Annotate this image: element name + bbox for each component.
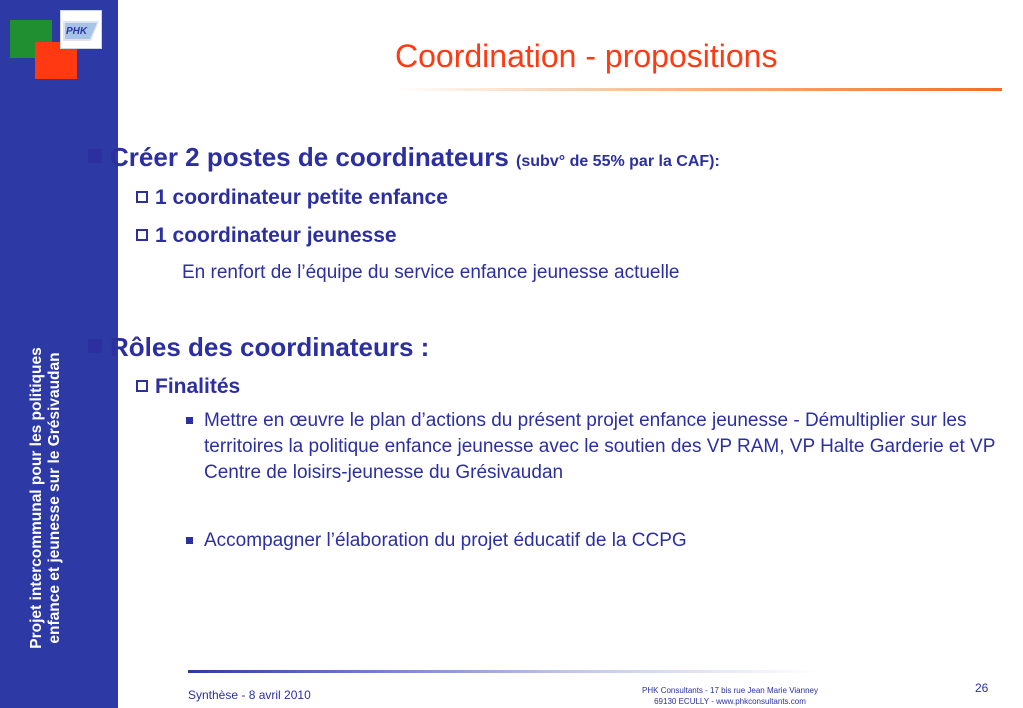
page-number: 26: [975, 681, 989, 695]
slide-title: Coordination - propositions: [395, 38, 778, 74]
section-2-point-2-text: Accompagner l’élaboration du projet éducatif de la CCPG: [204, 530, 687, 551]
square-bullet-icon: [88, 149, 102, 163]
small-square-bullet-icon: [186, 537, 193, 544]
section-2-heading-text: Rôles des coordinateurs :: [110, 332, 430, 362]
footer-address-line-2: 69130 ECULLY - www.phkconsultants.com: [654, 697, 806, 706]
section-2-point-1-text: Mettre en œuvre le plan d’actions du présent projet enfance jeunesse - Démultiplier sur les territoires la politique enfance jeunesse avec le soutien des VP RAM, VP Halte Garderie et VP Centre de loisirs-jeunesse du Grésivaudan: [204, 410, 996, 483]
phk-logo-icon: [61, 11, 101, 48]
small-square-bullet-icon: [186, 417, 193, 424]
section-2-heading: [88, 332, 429, 363]
section-2-subheading-text: Finalités: [155, 375, 241, 398]
footer-address-line-1: PHK Consultants - 17 bis rue Jean Marie Vianney: [642, 686, 818, 695]
section-1-heading: [88, 142, 720, 173]
section-1-item-2: [136, 224, 397, 248]
section-2-subheading: [136, 375, 240, 399]
section-1-item-2-text: 1 coordinateur jeunesse: [155, 224, 397, 247]
section-1-item-1-text: 1 coordinateur petite enfance: [155, 186, 448, 209]
section-1-note: (subv° de 55% par la CAF):: [516, 153, 720, 170]
section-1-item-1: [136, 186, 448, 210]
hollow-square-bullet-icon: [136, 229, 148, 241]
section-2-point-1: [186, 408, 1004, 486]
footer-rule: [188, 670, 818, 673]
phk-logo: [60, 10, 102, 49]
sidebar-title-line-2: enfance et jeunesse sur le Grésivaudan: [46, 352, 63, 644]
logo-text: PHK: [66, 26, 88, 37]
footer-address: [640, 685, 820, 707]
hollow-square-bullet-icon: [136, 380, 148, 392]
footer-date: Synthèse - 8 avril 2010: [188, 688, 311, 702]
section-1-heading-text: Créer 2 postes de coordinateurs: [110, 142, 509, 172]
square-bullet-icon: [88, 339, 102, 353]
section-1-detail: En renfort de l’équipe du service enfance jeunesse actuelle: [182, 262, 680, 283]
sidebar-title-line-1: Projet intercommunal pour les politiques: [28, 347, 45, 649]
sidebar-vertical-title: [28, 318, 64, 678]
title-underline: [395, 88, 1002, 91]
hollow-square-bullet-icon: [136, 191, 148, 203]
section-2-point-2: [186, 528, 1004, 554]
